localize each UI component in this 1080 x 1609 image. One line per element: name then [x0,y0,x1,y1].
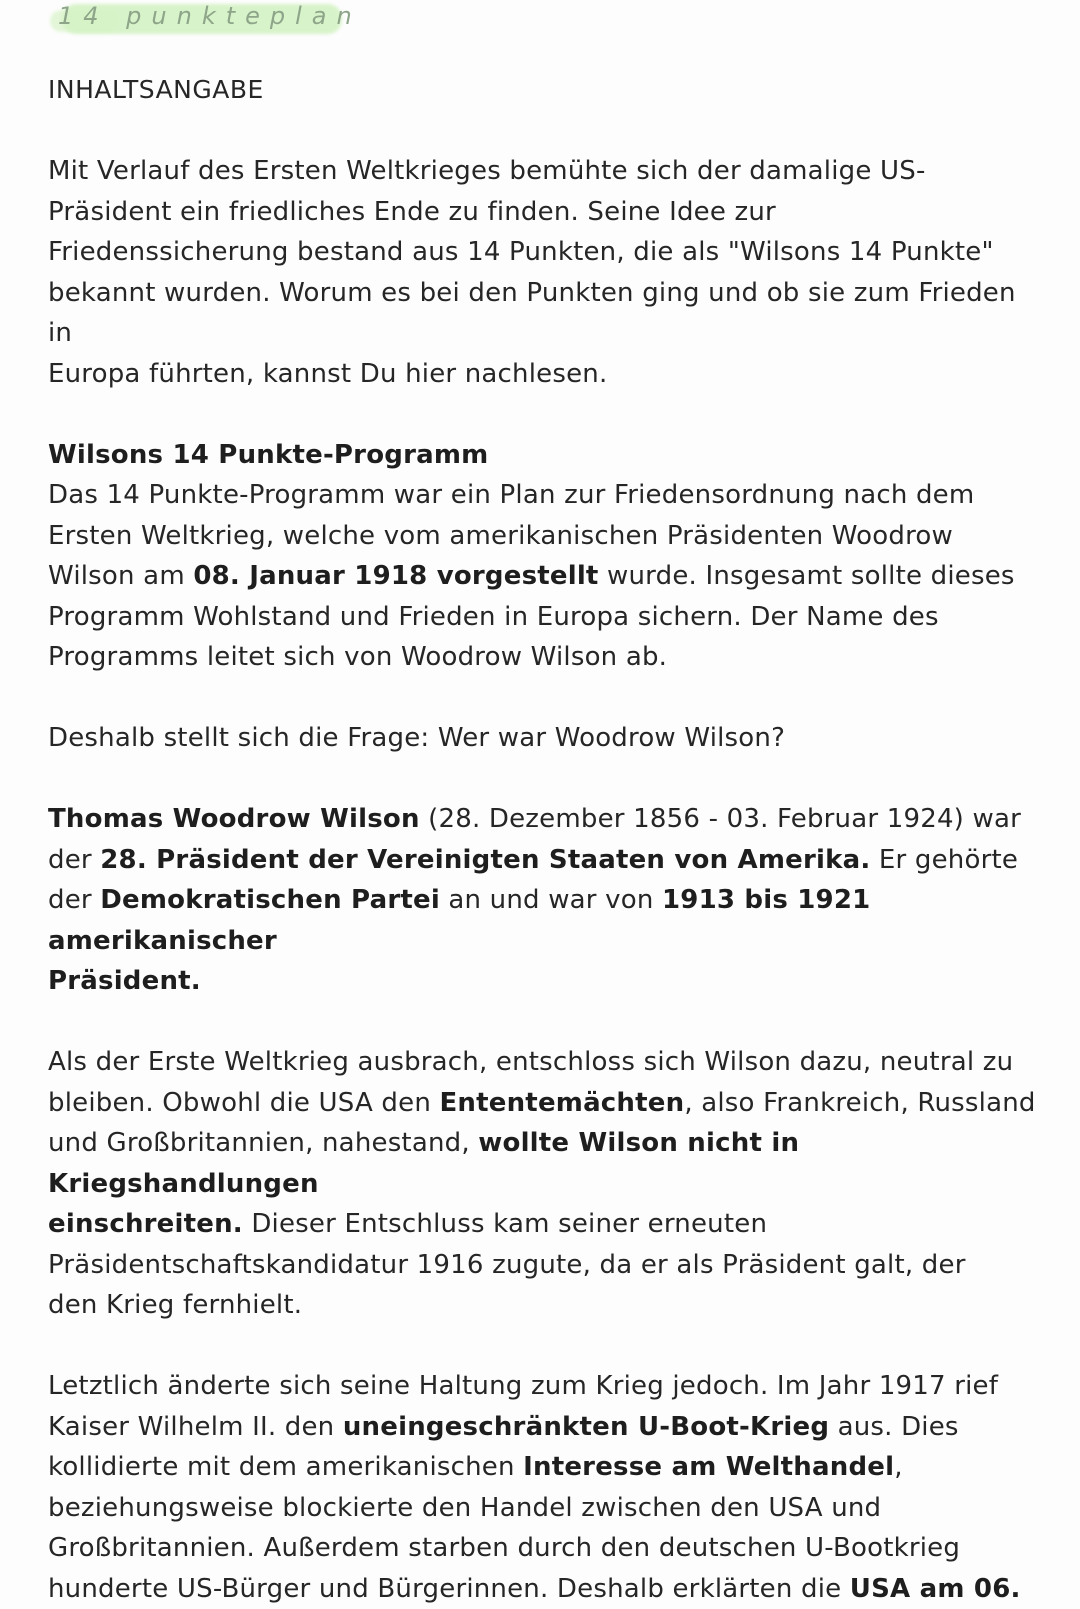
text-span: bleiben. Obwohl die USA den [48,1088,439,1118]
bold-text: einschreiten. [48,1209,243,1239]
bold-text: Präsident. [48,966,201,996]
text-line [48,961,1038,1002]
text-line [48,799,1038,840]
text-span: Dieser Entschluss kam seiner erneuten [243,1209,767,1239]
bio-paragraph [48,799,1038,1002]
text-line: Europa führten, kannst Du hier nachlesen. [48,354,1038,395]
text-line: Präsident ein friedliches Ende zu finden. Seine Idee zur [48,192,1038,233]
text-span: der [48,845,100,875]
bold-text: Interesse am Welthandel [523,1452,894,1482]
text-span: Kaiser Wilhelm II. den [48,1412,343,1442]
text-line: Das 14 Punkte-Programm war ein Plan zur Friedensordnung nach dem [48,475,1038,516]
text-line [48,1123,1038,1204]
text-span: Wilson am [48,561,193,591]
text-span: hunderte US-Bürger und Bürgerinnen. Deshalb erklärten die [48,1574,850,1604]
text-line: den Krieg fernhielt. [48,1285,1038,1326]
bold-text: Ententemächten [439,1088,684,1118]
text-span: (28. Dezember 1856 - 03. Februar 1924) war [420,804,1021,834]
subheading [48,435,1038,476]
text-line [48,1569,1038,1609]
text-line: Friedenssicherung bestand aus 14 Punkten, die als "Wilsons 14 Punkte" [48,232,1038,273]
bold-text: 28. Präsident der Vereinigten Staaten von Amerika. [100,845,870,875]
bold-text: 08. Januar 1918 vorgestellt [193,561,598,591]
bold-text: Thomas Woodrow Wilson [48,804,420,834]
bold-text: USA am 06. [850,1574,1021,1604]
text-span: , also Frankreich, Russland [684,1088,1035,1118]
text-span: der [48,885,100,915]
change-paragraph [48,1366,1038,1609]
text-line: Mit Verlauf des Ersten Weltkrieges bemühte sich der damalige US- [48,151,1038,192]
text-line: Als der Erste Weltkrieg ausbrach, entschloss sich Wilson dazu, neutral zu [48,1042,1038,1083]
text-line [48,1407,1038,1448]
neutrality-paragraph [48,1042,1038,1326]
text-line [48,1083,1038,1124]
text-span: aus. Dies [829,1412,959,1442]
text-line [48,556,1038,597]
text-line: Programms leitet sich von Woodrow Wilson ab. [48,637,1038,678]
text-line: Letztlich änderte sich seine Haltung zum Krieg jedoch. Im Jahr 1917 rief [48,1366,1038,1407]
text-span: wurde. Insgesamt sollte dieses [599,561,1015,591]
text-line: beziehungsweise blockierte den Handel zwischen den USA und [48,1488,1038,1529]
text-line [48,880,1038,961]
text-line: Präsidentschaftskandidatur 1916 zugute, da er als Präsident galt, der [48,1245,1038,1286]
bold-text: wollte Wilson nicht in Kriegshandlungen [48,1128,799,1199]
section-heading: INHALTSANGABE [48,70,1038,111]
program-paragraph [48,435,1038,678]
text-line: Programm Wohlstand und Frieden in Europa sichern. Der Name des [48,597,1038,638]
text-line [48,1204,1038,1245]
text-span: , [894,1452,902,1482]
intro-paragraph [48,151,1038,394]
text-line: Großbritannien. Außerdem starben durch den deutschen U-Bootkrieg [48,1528,1038,1569]
text-span: und Großbritannien, nahestand, [48,1128,478,1158]
document-body [48,70,1038,1609]
text-line: Ersten Weltkrieg, welche vom amerikanischen Präsidenten Woodrow [48,516,1038,557]
question-line: Deshalb stellt sich die Frage: Wer war Woodrow Wilson? [48,718,1038,759]
bold-text: Demokratischen Partei [100,885,440,915]
text-line [48,1447,1038,1488]
text-span: kollidierte mit dem amerikanischen [48,1452,523,1482]
program-heading: Wilsons 14 Punkte-Programm [48,440,488,470]
text-line [48,840,1038,881]
handwritten-title: 14 punkteplan [48,0,376,36]
text-span: Er gehörte [870,845,1018,875]
text-line: bekannt wurden. Worum es bei den Punkten ging und ob sie zum Frieden in [48,273,1038,354]
text-span: an und war von [440,885,662,915]
bold-text: 1913 bis 1921 amerikanischer [48,885,870,956]
bold-text: uneingeschränkten U-Boot-Krieg [343,1412,829,1442]
